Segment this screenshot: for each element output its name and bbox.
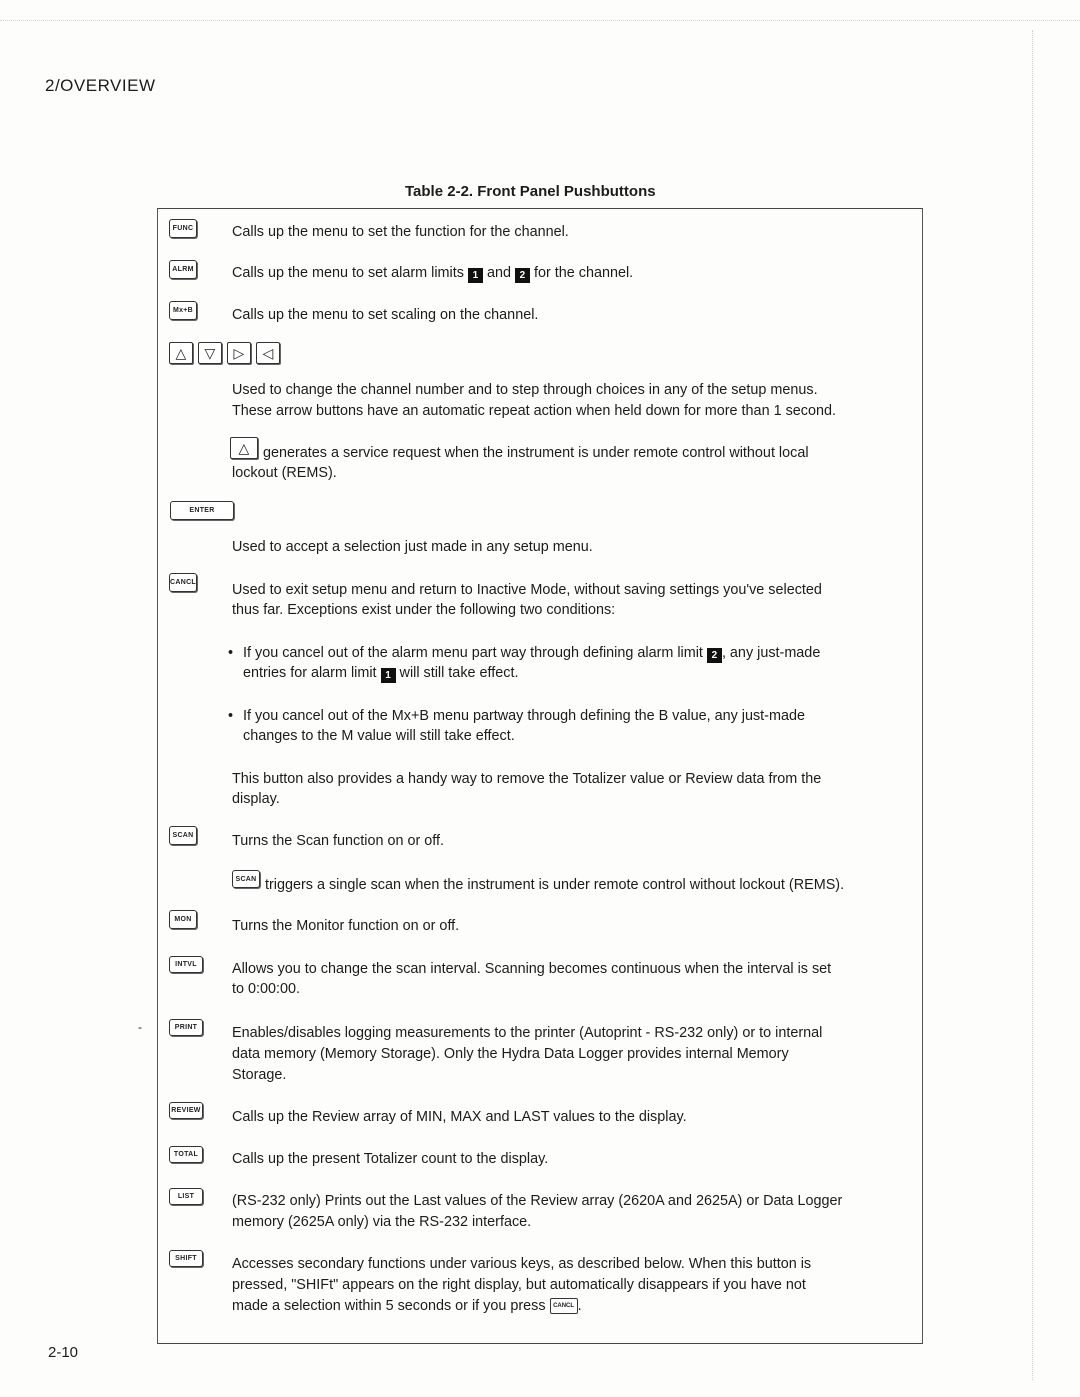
cancl-extra-2: display. bbox=[232, 791, 280, 807]
mon-key-icon: MON bbox=[169, 910, 197, 929]
total-description: Calls up the present Totalizer count to the display. bbox=[232, 1151, 549, 1167]
alarm-limit-2-badge: 2 bbox=[515, 268, 530, 283]
section-header: 2/OVERVIEW bbox=[45, 76, 156, 95]
cancl-bullet-1-line-1 bbox=[243, 643, 820, 664]
scan-top-edge bbox=[0, 20, 1080, 21]
list-description-1: (RS-232 only) Prints out the Last values of the Review array (2620A and 2625A) or Data Logger bbox=[232, 1193, 843, 1209]
alrm-text-b: and bbox=[486, 265, 511, 281]
right-arrow-key-icon: ▷ bbox=[227, 342, 251, 364]
enter-description: Used to accept a selection just made in any setup menu. bbox=[232, 539, 593, 555]
cancl-bullet-2-line-1: If you cancel out of the Mx+B menu partway through defining the B value, any just-made bbox=[243, 708, 805, 724]
shift-text-a: made a selection within 5 seconds or if you press bbox=[232, 1298, 546, 1314]
list-key-icon: LIST bbox=[169, 1188, 203, 1205]
scan-description: Turns the Scan function on or off. bbox=[232, 833, 444, 849]
arrows-note-1: generates a service request when the instrument is under remote control without local bbox=[263, 445, 809, 461]
shift-description-2: pressed, "SHIFt" appears on the right display, but automatically disappears if you have not bbox=[232, 1277, 806, 1293]
cancl-inline-key-icon: CANCL bbox=[550, 1298, 578, 1314]
intvl-description-1: Allows you to change the scan interval. Scanning becomes continuous when the interval is set bbox=[232, 961, 832, 977]
alrm-text-c: for the channel. bbox=[533, 265, 634, 281]
alarm-limit-1-badge: 1 bbox=[468, 268, 483, 283]
scan-key-icon: SCAN bbox=[169, 826, 197, 845]
cancl-bullet-1-text-b: , any just-made bbox=[721, 645, 821, 661]
arrows-note-2: lockout (REMS). bbox=[232, 465, 337, 481]
print-key-icon: PRINT bbox=[169, 1019, 203, 1036]
arrows-description-1: Used to change the channel number and to step through choices in any of the setup menus. bbox=[232, 382, 818, 398]
cancl-key-icon: CANCL bbox=[169, 573, 197, 592]
scan-right-edge bbox=[1032, 30, 1033, 1380]
scan-inline-key-icon: SCAN bbox=[232, 870, 260, 888]
review-description: Calls up the Review array of MIN, MAX and LAST values to the display. bbox=[232, 1109, 687, 1125]
scan-note: triggers a single scan when the instrument is under remote control without lockout (REMS). bbox=[265, 877, 845, 893]
review-key-icon: REVIEW bbox=[169, 1102, 203, 1119]
cancl-bullet-1-text-d: will still take effect. bbox=[399, 665, 519, 681]
bullet-dot-1: • bbox=[228, 645, 234, 661]
shift-description-1: Accesses secondary functions under various keys, as described below. When this button is bbox=[232, 1256, 812, 1272]
mxb-description: Calls up the menu to set scaling on the channel. bbox=[232, 307, 539, 323]
enter-key-icon: ENTER bbox=[170, 501, 234, 520]
print-description-1: Enables/disables logging measurements to the printer (Autoprint - RS-232 only) or to internal bbox=[232, 1025, 823, 1041]
cancl-description-2: thus far. Exceptions exist under the following two conditions: bbox=[232, 602, 616, 618]
shift-description-3 bbox=[232, 1296, 582, 1317]
total-key-icon: TOTAL bbox=[169, 1146, 203, 1163]
up-arrow-inline-key-icon: △ bbox=[230, 437, 258, 459]
page-number: 2-10 bbox=[48, 1344, 79, 1361]
shift-text-end: . bbox=[577, 1298, 582, 1314]
print-description-2: data memory (Memory Storage). Only the Hydra Data Logger provides internal Memory bbox=[232, 1046, 789, 1062]
cancl-description-1: Used to exit setup menu and return to Inactive Mode, without saving settings you've selected bbox=[232, 582, 822, 598]
print-description-3: Storage. bbox=[232, 1067, 287, 1083]
mxb-key-icon: Mx+B bbox=[169, 301, 197, 320]
mon-description: Turns the Monitor function on or off. bbox=[232, 918, 460, 934]
table-caption: Table 2-2. Front Panel Pushbuttons bbox=[405, 183, 656, 200]
left-arrow-key-icon: ◁ bbox=[256, 342, 280, 364]
cancl-extra-1: This button also provides a handy way to remove the Totalizer value or Review data from the bbox=[232, 771, 822, 787]
cancl-bullet-2-line-2: changes to the M value will still take effect. bbox=[243, 728, 515, 744]
func-key-icon: FUNC bbox=[169, 219, 197, 238]
func-description: Calls up the menu to set the function for the channel. bbox=[232, 224, 569, 240]
arrows-description-2: These arrow buttons have an automatic repeat action when held down for more than 1 second. bbox=[232, 403, 836, 419]
intvl-description-2: to 0:00:00. bbox=[232, 981, 301, 997]
alarm-limit-1-badge-inline: 1 bbox=[381, 668, 396, 683]
alrm-text-a: Calls up the menu to set alarm limits bbox=[232, 265, 464, 281]
alrm-description bbox=[232, 263, 633, 284]
alrm-key-icon: ALRM bbox=[169, 260, 197, 279]
intvl-key-icon: INTVL bbox=[169, 956, 203, 973]
cancl-bullet-1-line-2 bbox=[243, 663, 518, 684]
bullet-dot-2: • bbox=[228, 708, 234, 724]
up-arrow-key-icon: △ bbox=[169, 342, 193, 364]
cancl-bullet-1-text-c: entries for alarm limit bbox=[243, 665, 377, 681]
list-description-2: memory (2625A only) via the RS-232 interface. bbox=[232, 1214, 532, 1230]
down-arrow-key-icon: ▽ bbox=[198, 342, 222, 364]
shift-key-icon: SHIFT bbox=[169, 1250, 203, 1267]
alarm-limit-2-badge-inline: 2 bbox=[707, 648, 722, 663]
margin-mark: - bbox=[138, 1020, 142, 1034]
cancl-bullet-1-text-a: If you cancel out of the alarm menu part way through defining alarm limit bbox=[243, 645, 703, 661]
